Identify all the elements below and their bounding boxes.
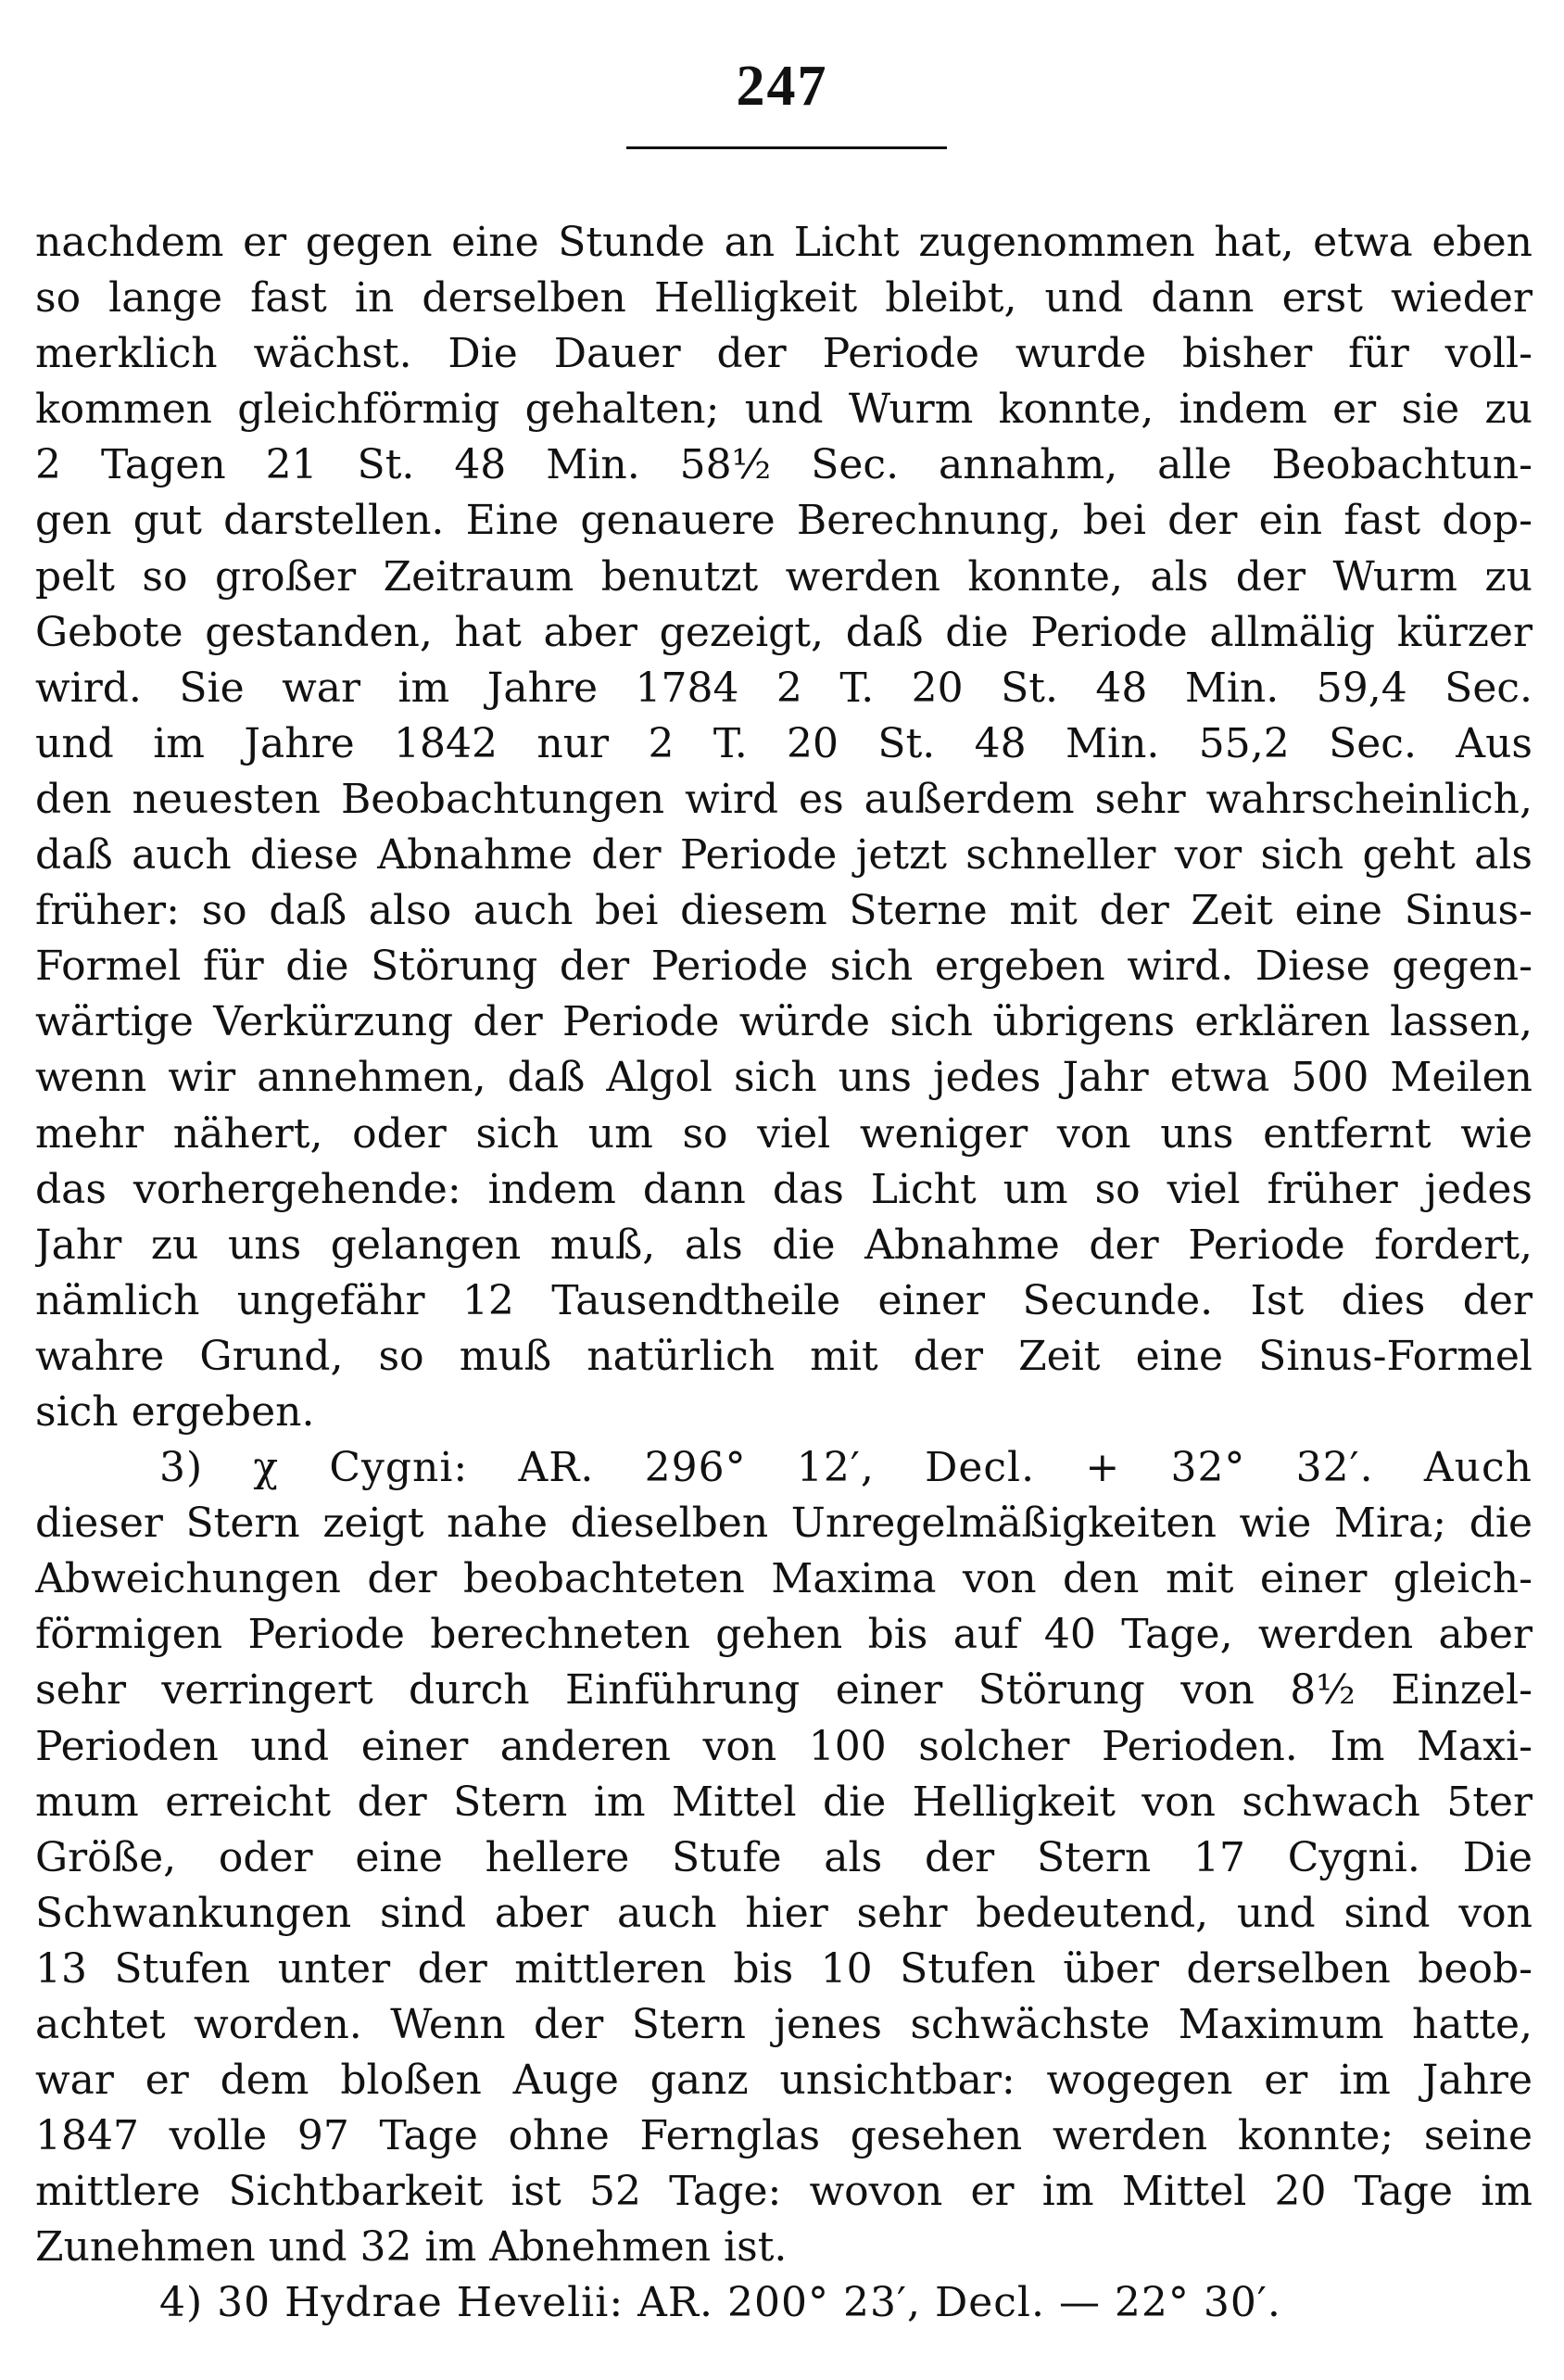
text-line: wärtige Verkürzung der Periode würde sich übrigens erklären lassen, (35, 998, 1532, 1046)
text-line: dieser Stern zeigt nahe dieselben Unregelmäßigkeiten wie Mira; die (35, 1500, 1532, 1548)
text-line: früher: so daß also auch bei diesem Sterne mit der Zeit eine Sinus- (35, 887, 1532, 935)
page-number: 247 (736, 55, 828, 118)
text-line: merklich wächst. Die Dauer der Periode wurde bisher für voll- (35, 330, 1532, 378)
text-line: wird. Sie war im Jahre 1784 2 T. 20 St. 48 Min. 59,4 Sec. (35, 664, 1532, 712)
text-line: gen gut darstellen. Eine genauere Berechnung, bei der ein fast dop- (35, 497, 1532, 545)
text-line: kommen gleichförmig gehalten; und Wurm konnte, indem er sie zu (35, 386, 1532, 434)
text-line: mittlere Sichtbarkeit ist 52 Tage: wovon er im Mittel 20 Tage im (35, 2168, 1532, 2216)
text-line: war er dem bloßen Auge ganz unsichtbar: wogegen er im Jahre (35, 2057, 1532, 2105)
text-line: pelt so großer Zeitraum benutzt werden konnte, als der Wurm zu (35, 552, 1532, 601)
text-line: Größe, oder eine hellere Stufe als der Stern 17 Cygni. Die (35, 1833, 1532, 1881)
text-line: Jahr zu uns gelangen muß, als die Abnahme der Periode fordert, (35, 1221, 1532, 1269)
text-line: Gebote gestanden, hat aber gezeigt, daß die Periode allmälig kürzer (35, 608, 1532, 656)
text-line: Formel für die Störung der Periode sich ergeben wird. Diese gegen- (35, 943, 1532, 991)
text-line: sehr verringert durch Einführung einer Störung von 8½ Einzel- (35, 1666, 1532, 1715)
text-line: 2 Tagen 21 St. 48 Min. 58½ Sec. annahm, alle Beobachtun- (35, 441, 1532, 489)
text-line: nachdem er gegen eine Stunde an Licht zugenommen hat, etwa eben (35, 219, 1532, 266)
text-line: das vorhergehende: indem dann das Licht um so viel früher jedes (35, 1165, 1532, 1213)
text-line: förmigen Periode berechneten gehen bis auf 40 Tage, werden aber (35, 1611, 1532, 1659)
text-line: Schwankungen sind aber auch hier sehr bedeutend, und sind von (35, 1889, 1532, 1937)
header-rule (626, 146, 947, 149)
section-3-heading-line: 3) χ Cygni: AR. 296° 12′, Decl. + 32° 32′. Auch (159, 1444, 1532, 1492)
section-4-heading-line: 4) 30 Hydrae Hevelii: AR. 200° 23′, Decl. — 22° 30′. (159, 2279, 1281, 2327)
text-line: wenn wir annehmen, daß Algol sich uns jedes Jahr etwa 500 Meilen (35, 1054, 1532, 1102)
paragraph-end-line: Zunehmen und 32 im Abnehmen ist. (35, 2223, 788, 2272)
text-line: mehr nähert, oder sich um so viel weniger von uns entfernt wie (35, 1109, 1532, 1158)
body-text (35, 215, 1532, 2332)
text-line: den neuesten Beobachtungen wird es außerdem sehr wahrscheinlich, (35, 775, 1532, 823)
text-line: so lange fast in derselben Helligkeit bleibt, und dann erst wieder (35, 274, 1532, 323)
text-line: Perioden und einer anderen von 100 solcher Perioden. Im Maxi- (35, 1722, 1532, 1770)
text-line: daß auch diese Abnahme der Periode jetzt schneller vor sich geht als (35, 831, 1532, 880)
text-line: wahre Grund, so muß natürlich mit der Zeit eine Sinus-Formel (35, 1332, 1532, 1380)
text-line: und im Jahre 1842 nur 2 T. 20 St. 48 Min. 55,2 Sec. Aus (35, 719, 1532, 767)
text-line: 1847 volle 97 Tage ohne Fernglas gesehen werden konnte; seine (35, 2112, 1532, 2160)
text-line: mum erreicht der Stern im Mittel die Helligkeit von schwach 5ter (35, 1778, 1532, 1826)
text-line: Abweichungen der beobachteten Maxima von den mit einer gleich- (35, 1555, 1532, 1603)
text-line: 13 Stufen unter der mittleren bis 10 Stufen über derselben beob- (35, 1944, 1532, 1993)
text-line: nämlich ungefähr 12 Tausendtheile einer Secunde. Ist dies der (35, 1276, 1532, 1324)
text-line: achtet worden. Wenn der Stern jenes schwächste Maximum hatte, (35, 2001, 1532, 2048)
paragraph-end-line: sich ergeben. (35, 1387, 315, 1436)
